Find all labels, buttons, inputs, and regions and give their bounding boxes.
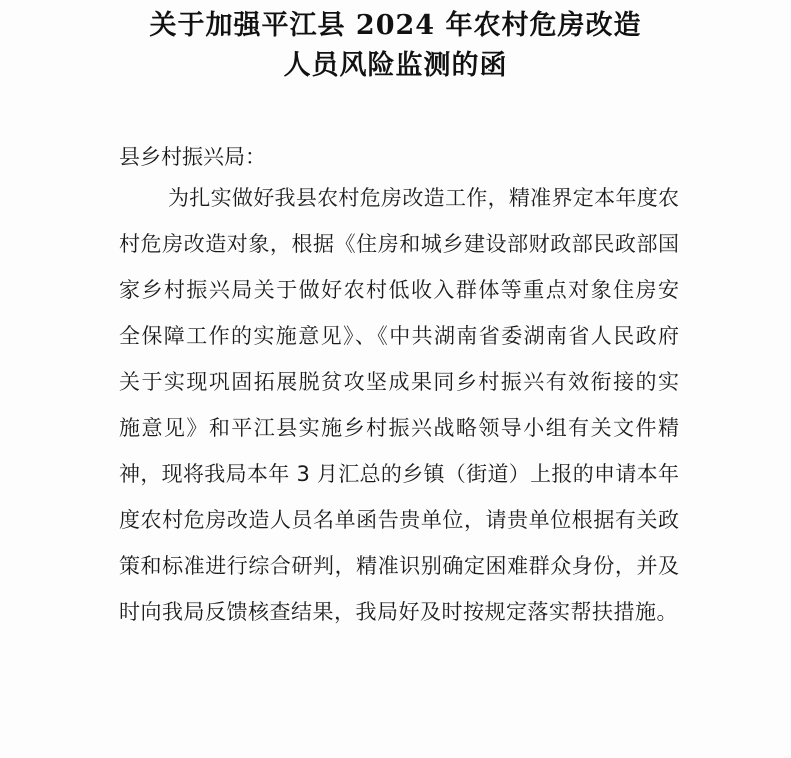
body-line: 关于实现巩固拓展脱贫攻坚成果同乡村振兴有效衔接的实 — [119, 370, 679, 394]
body-line: 村危房改造对象，根据《住房和城乡建设部财政部民政部国 — [119, 232, 679, 256]
body-line: 施意见》和平江县实施乡村振兴战略领导小组有关文件精 — [119, 416, 679, 440]
body-line: 策和标准进行综合研判，精准识别确定困难群众身份，并及 — [119, 554, 679, 578]
body-line: 时向我局反馈核查结果，我局好及时按规定落实帮扶措施。 — [119, 600, 678, 624]
body-line: 度农村危房改造人员名单函告贵单位，请贵单位根据有关政 — [119, 508, 679, 532]
body-line: 家乡村振兴局关于做好农村低收入群体等重点对象住房安 — [119, 278, 679, 302]
body-line: 为扎实做好我县农村危房改造工作，精准界定本年度农 — [168, 186, 679, 210]
salutation: 县乡村振兴局： — [119, 145, 266, 169]
body-line: 全保障工作的实施意见》、《中共湖南省委湖南省人民政府 — [119, 324, 679, 348]
body-line: 神，现将我局本年 3 月汇总的乡镇（街道）上报的申请本年 — [119, 462, 679, 486]
document-title-line-1: 关于加强平江县 2024 年农村危房改造 — [149, 10, 642, 41]
document-title-line-2: 人员风险监测的函 — [283, 50, 508, 81]
